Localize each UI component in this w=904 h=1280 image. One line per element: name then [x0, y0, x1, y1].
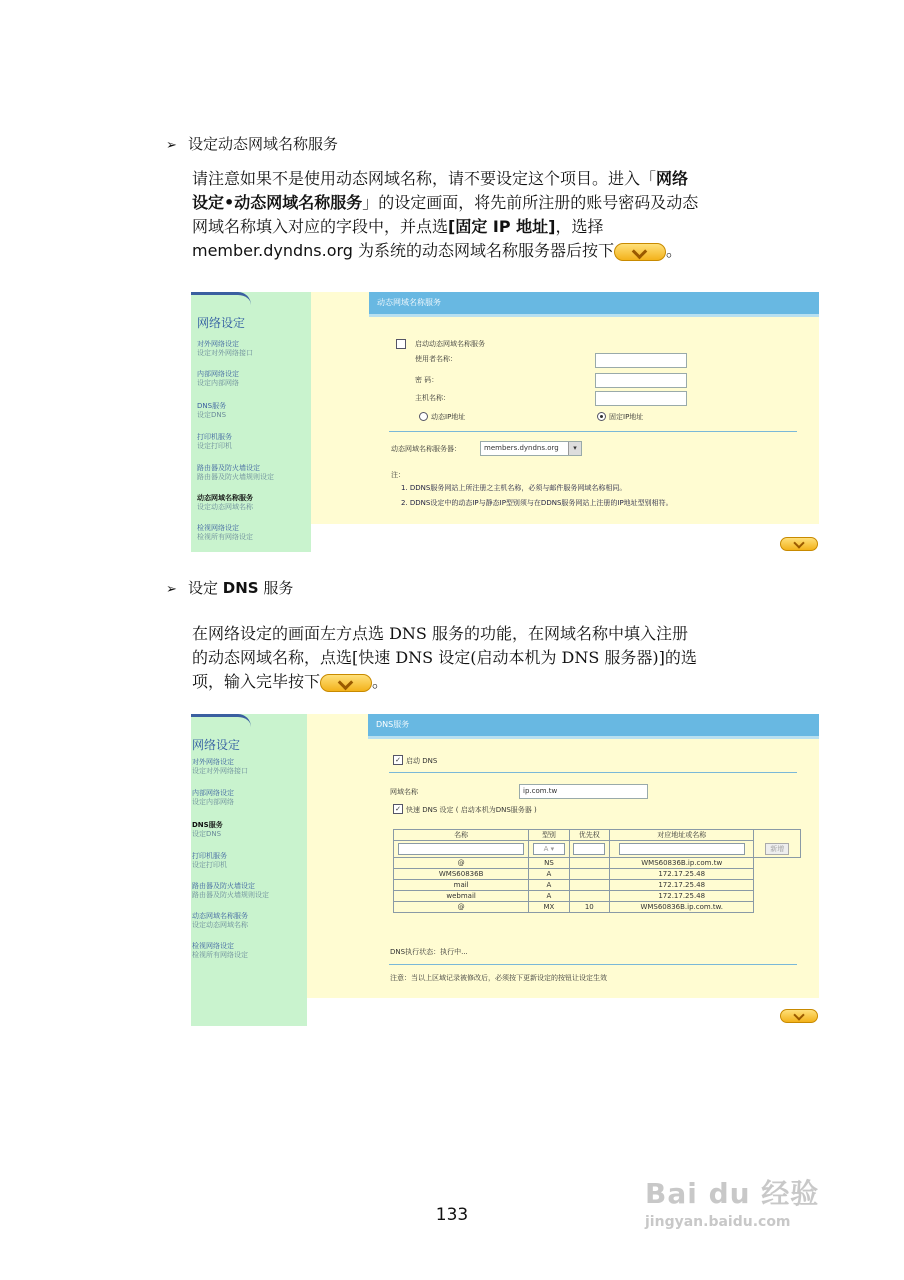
- dynamic-ip-radio[interactable]: [419, 412, 428, 421]
- sidebar-title: 网络设定: [192, 738, 241, 752]
- sidebar-item-printer[interactable]: 打印机服务 设定打印机: [192, 852, 227, 869]
- priority-input[interactable]: [573, 843, 605, 855]
- logo-swoosh: [191, 292, 251, 305]
- fixed-ip-radio[interactable]: [597, 412, 606, 421]
- table-input-row: [394, 841, 801, 858]
- add-button[interactable]: 新增: [765, 843, 789, 855]
- sidebar-item-dns[interactable]: DNS服务 设定DNS: [197, 402, 227, 419]
- panel-header: DNS服务: [368, 714, 819, 736]
- password-label: 密 码：: [415, 376, 439, 384]
- baidu-watermark: [645, 1172, 819, 1230]
- logo-swoosh: [191, 714, 251, 727]
- section1-paragraph: [192, 167, 782, 263]
- table-row: @ NS WMS60836B.ip.com.tw: [394, 858, 801, 869]
- domain-label: 网域名称: [390, 788, 418, 796]
- divider: [389, 772, 797, 773]
- sidebar-item-view[interactable]: 检视网络设定 检视所有网络设定: [197, 524, 253, 541]
- type-select[interactable]: A ▾: [533, 843, 565, 855]
- sidebar-item-view[interactable]: 检视网络设定 检视所有网络设定: [192, 942, 248, 959]
- s2-line-3: 项，输入完毕按下 。: [192, 672, 389, 691]
- section2-heading: ➢ 设定 DNS 服务: [166, 579, 294, 597]
- panel-header: 动态网域名称服务: [369, 292, 819, 314]
- name-input[interactable]: [398, 843, 524, 855]
- s2-line-1: 在网络设定的画面左方点选 DNS 服务的功能，在网域名称中填入注册: [192, 624, 688, 643]
- host-input[interactable]: [595, 391, 687, 406]
- section2-paragraph: [192, 622, 782, 694]
- dyndns-screenshot: [191, 292, 819, 552]
- sidebar-item-ddns[interactable]: 动态网域名称服务 设定动态网域名称: [197, 494, 253, 511]
- table-row: @ MX 10 WMS60836B.ip.com.tw.: [394, 902, 801, 913]
- server-select[interactable]: members.dyndns.org ▾: [480, 441, 582, 456]
- s1-line-1: 请注意如果不是使用动态网域名称，请不要设定这个项目。进入「网络: [192, 169, 689, 188]
- next-button[interactable]: [780, 537, 818, 551]
- domain-input[interactable]: ip.com.tw: [519, 784, 648, 799]
- watermark-url: jingyan.baidu.com: [645, 1214, 791, 1230]
- next-button[interactable]: [780, 1009, 818, 1023]
- sidebar-item-wan[interactable]: 对外网络设定 设定对外网络接口: [192, 758, 248, 775]
- table-row: WMS60836B A 172.17.25.48: [394, 869, 801, 880]
- password-input[interactable]: [595, 373, 687, 388]
- arrow-bullet-icon: ➢: [166, 138, 177, 153]
- user-label: 使用者名称：: [415, 355, 457, 363]
- note-2: 2. DDNS设定中的动态IP与静态IP型别须与在DDNS服务网站上注册的IP地址型别相符。: [401, 499, 673, 507]
- chevron-down-icon[interactable]: ▾: [568, 442, 581, 455]
- quick-dns-label: 快速 DNS 设定 ( 启动本机为DNS服务器 ): [406, 806, 537, 814]
- address-input[interactable]: [619, 843, 745, 855]
- dynamic-ip-label: 动态IP地址: [431, 413, 466, 421]
- host-label: 主机名称：: [415, 394, 450, 402]
- arrow-bullet-icon: ➢: [166, 582, 177, 597]
- divider: [389, 431, 797, 432]
- sidebar-item-dns[interactable]: DNS服务 设定DNS: [192, 821, 223, 838]
- sidebar-item-ddns[interactable]: 动态网域名称服务 设定动态网域名称: [192, 912, 248, 929]
- table-header-row: 名称 型别 优先权 对应地址或名称: [394, 830, 801, 841]
- section1-heading: ➢ 设定动态网域名称服务: [166, 135, 339, 153]
- sidebar: [191, 714, 307, 1026]
- s1-line-2: 设定•动态网域名称服务」的设定画面，将先前所注册的账号密码及动态: [192, 193, 699, 212]
- divider: [389, 964, 797, 965]
- sidebar-item-wan[interactable]: 对外网络设定 设定对外网络接口: [197, 340, 253, 357]
- watermark-logo: Bai du 经验: [645, 1177, 820, 1210]
- sidebar-title: 网络设定: [197, 316, 246, 330]
- sidebar-item-router[interactable]: 路由器及防火墙设定 路由器及防火墙规则设定: [192, 882, 269, 899]
- fixed-ip-label: 固定IP地址: [609, 413, 644, 421]
- s2-line-2: 的动态网域名称，点选[快速 DNS 设定(启动本机为 DNS 服务器)]的选: [192, 648, 697, 667]
- user-input[interactable]: [595, 353, 687, 368]
- sidebar-item-router[interactable]: 路由器及防火墙设定 路由器及防火墙规则设定: [197, 464, 274, 481]
- sidebar: [191, 292, 311, 552]
- s1-line-3: 网域名称填入对应的字段中，并点选[固定 IP 地址]，选择: [192, 217, 604, 236]
- enable-dns-checkbox[interactable]: ✓: [393, 755, 403, 765]
- sidebar-item-lan[interactable]: 内部网络设定 设定内部网络: [192, 789, 234, 806]
- table-row: webmail A 172.17.25.48: [394, 891, 801, 902]
- dns-screenshot: [191, 714, 819, 1026]
- sidebar-item-lan[interactable]: 内部网络设定 设定内部网络: [197, 370, 239, 387]
- next-button-icon: [614, 243, 666, 261]
- dns-note: 注意：当以上区域记录被修改后，必须按下更新设定的按钮让设定生效: [390, 974, 607, 982]
- next-button-icon: [320, 674, 372, 692]
- enable-ddns-label: 启动动态网域名称服务: [415, 340, 485, 348]
- note-1: 1. DDNS服务网站上所注册之主机名称，必须与邮件服务网域名称相同。: [401, 484, 627, 492]
- table-row: mail A 172.17.25.48: [394, 880, 801, 891]
- quick-dns-checkbox[interactable]: ✓: [393, 804, 403, 814]
- dns-records-table: [393, 829, 801, 913]
- enable-dns-label: 启动 DNS: [406, 757, 438, 765]
- enable-ddns-checkbox[interactable]: [396, 339, 406, 349]
- page-number: 133: [435, 1205, 469, 1225]
- server-label: 动态网域名称服务器：: [391, 445, 461, 453]
- note-title: 注：: [391, 471, 405, 479]
- dns-status: DNS执行状态：执行中...: [390, 948, 468, 956]
- sidebar-item-printer[interactable]: 打印机服务 设定打印机: [197, 433, 232, 450]
- s1-line-4: member.dyndns.org 为系统的动态网域名称服务器后按下 。: [192, 241, 683, 260]
